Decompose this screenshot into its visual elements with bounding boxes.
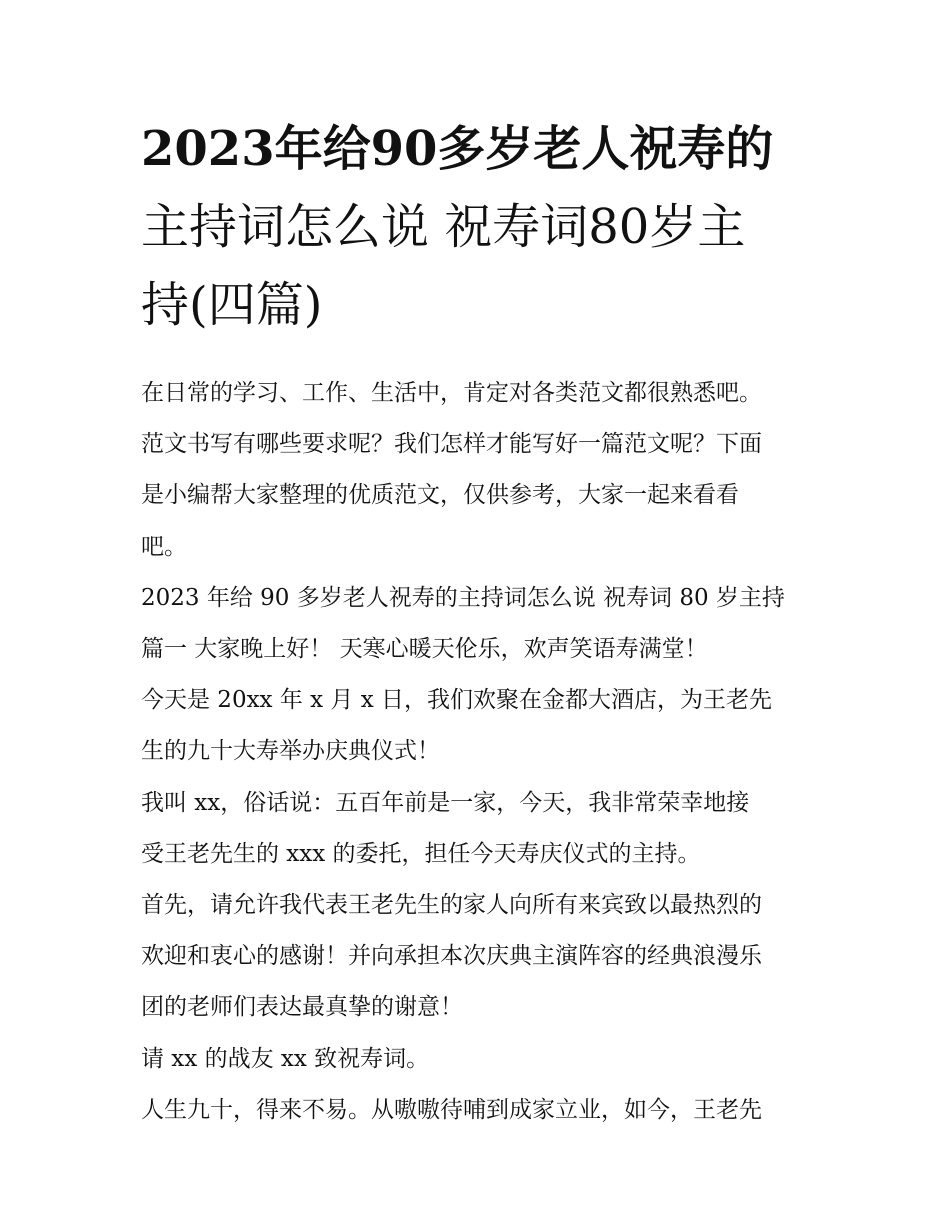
document-title <box>141 110 821 344</box>
document-page <box>141 110 821 1136</box>
body-line: 团的老师们表达最真挚的谢意！ <box>141 994 463 1021</box>
title-line-2: 主持词怎么说 祝寿词80岁主 <box>141 199 746 255</box>
body-line: 在日常的学习、工作、生活中，肯定对各类范文都很熟悉吧。 <box>141 380 762 406</box>
body-line: 我叫 xx，俗话说：五百年前是一家，今天，我非常荣幸地接 <box>141 789 750 816</box>
body-line: 受王老先生的 xxx 的委托，担任今天寿庆仪式的主持。 <box>141 840 701 867</box>
body-line: 2023 年给 90 多岁老人祝寿的主持词怎么说 祝寿词 80 岁主持 <box>141 584 785 611</box>
body-line: 篇一 大家晚上好！ 天寒心暖天伦乐，欢声笑语寿满堂！ <box>141 636 708 663</box>
body-line: 欢迎和衷心的感谢！并向承担本次庆典主演阵容的经典浪漫乐 <box>141 943 762 970</box>
body-line: 吧。 <box>141 533 187 560</box>
title-line-1: 2023年给90多岁老人祝寿的 <box>141 121 774 177</box>
document-body <box>141 368 821 1136</box>
body-line: 范文书写有哪些要求呢？我们怎样才能写好一篇范文呢？下面 <box>141 431 762 458</box>
body-line: 首先，请允许我代表王老先生的家人向所有来宾致以最热烈的 <box>141 892 762 919</box>
title-line-3: 持(四篇) <box>141 277 323 333</box>
body-line: 人生九十，得来不易。从嗷嗷待哺到成家立业，如今，王老先 <box>141 1096 762 1123</box>
body-line: 请 xx 的战友 xx 致祝寿词。 <box>141 1045 430 1072</box>
body-line: 是小编帮大家整理的优质范文，仅供参考，大家一起来看看 <box>141 482 739 509</box>
body-line: 生的九十大寿举办庆典仪式！ <box>141 738 440 765</box>
body-line: 今天是 20xx 年 x 月 x 日，我们欢聚在金都大酒店，为王老先 <box>141 687 773 714</box>
